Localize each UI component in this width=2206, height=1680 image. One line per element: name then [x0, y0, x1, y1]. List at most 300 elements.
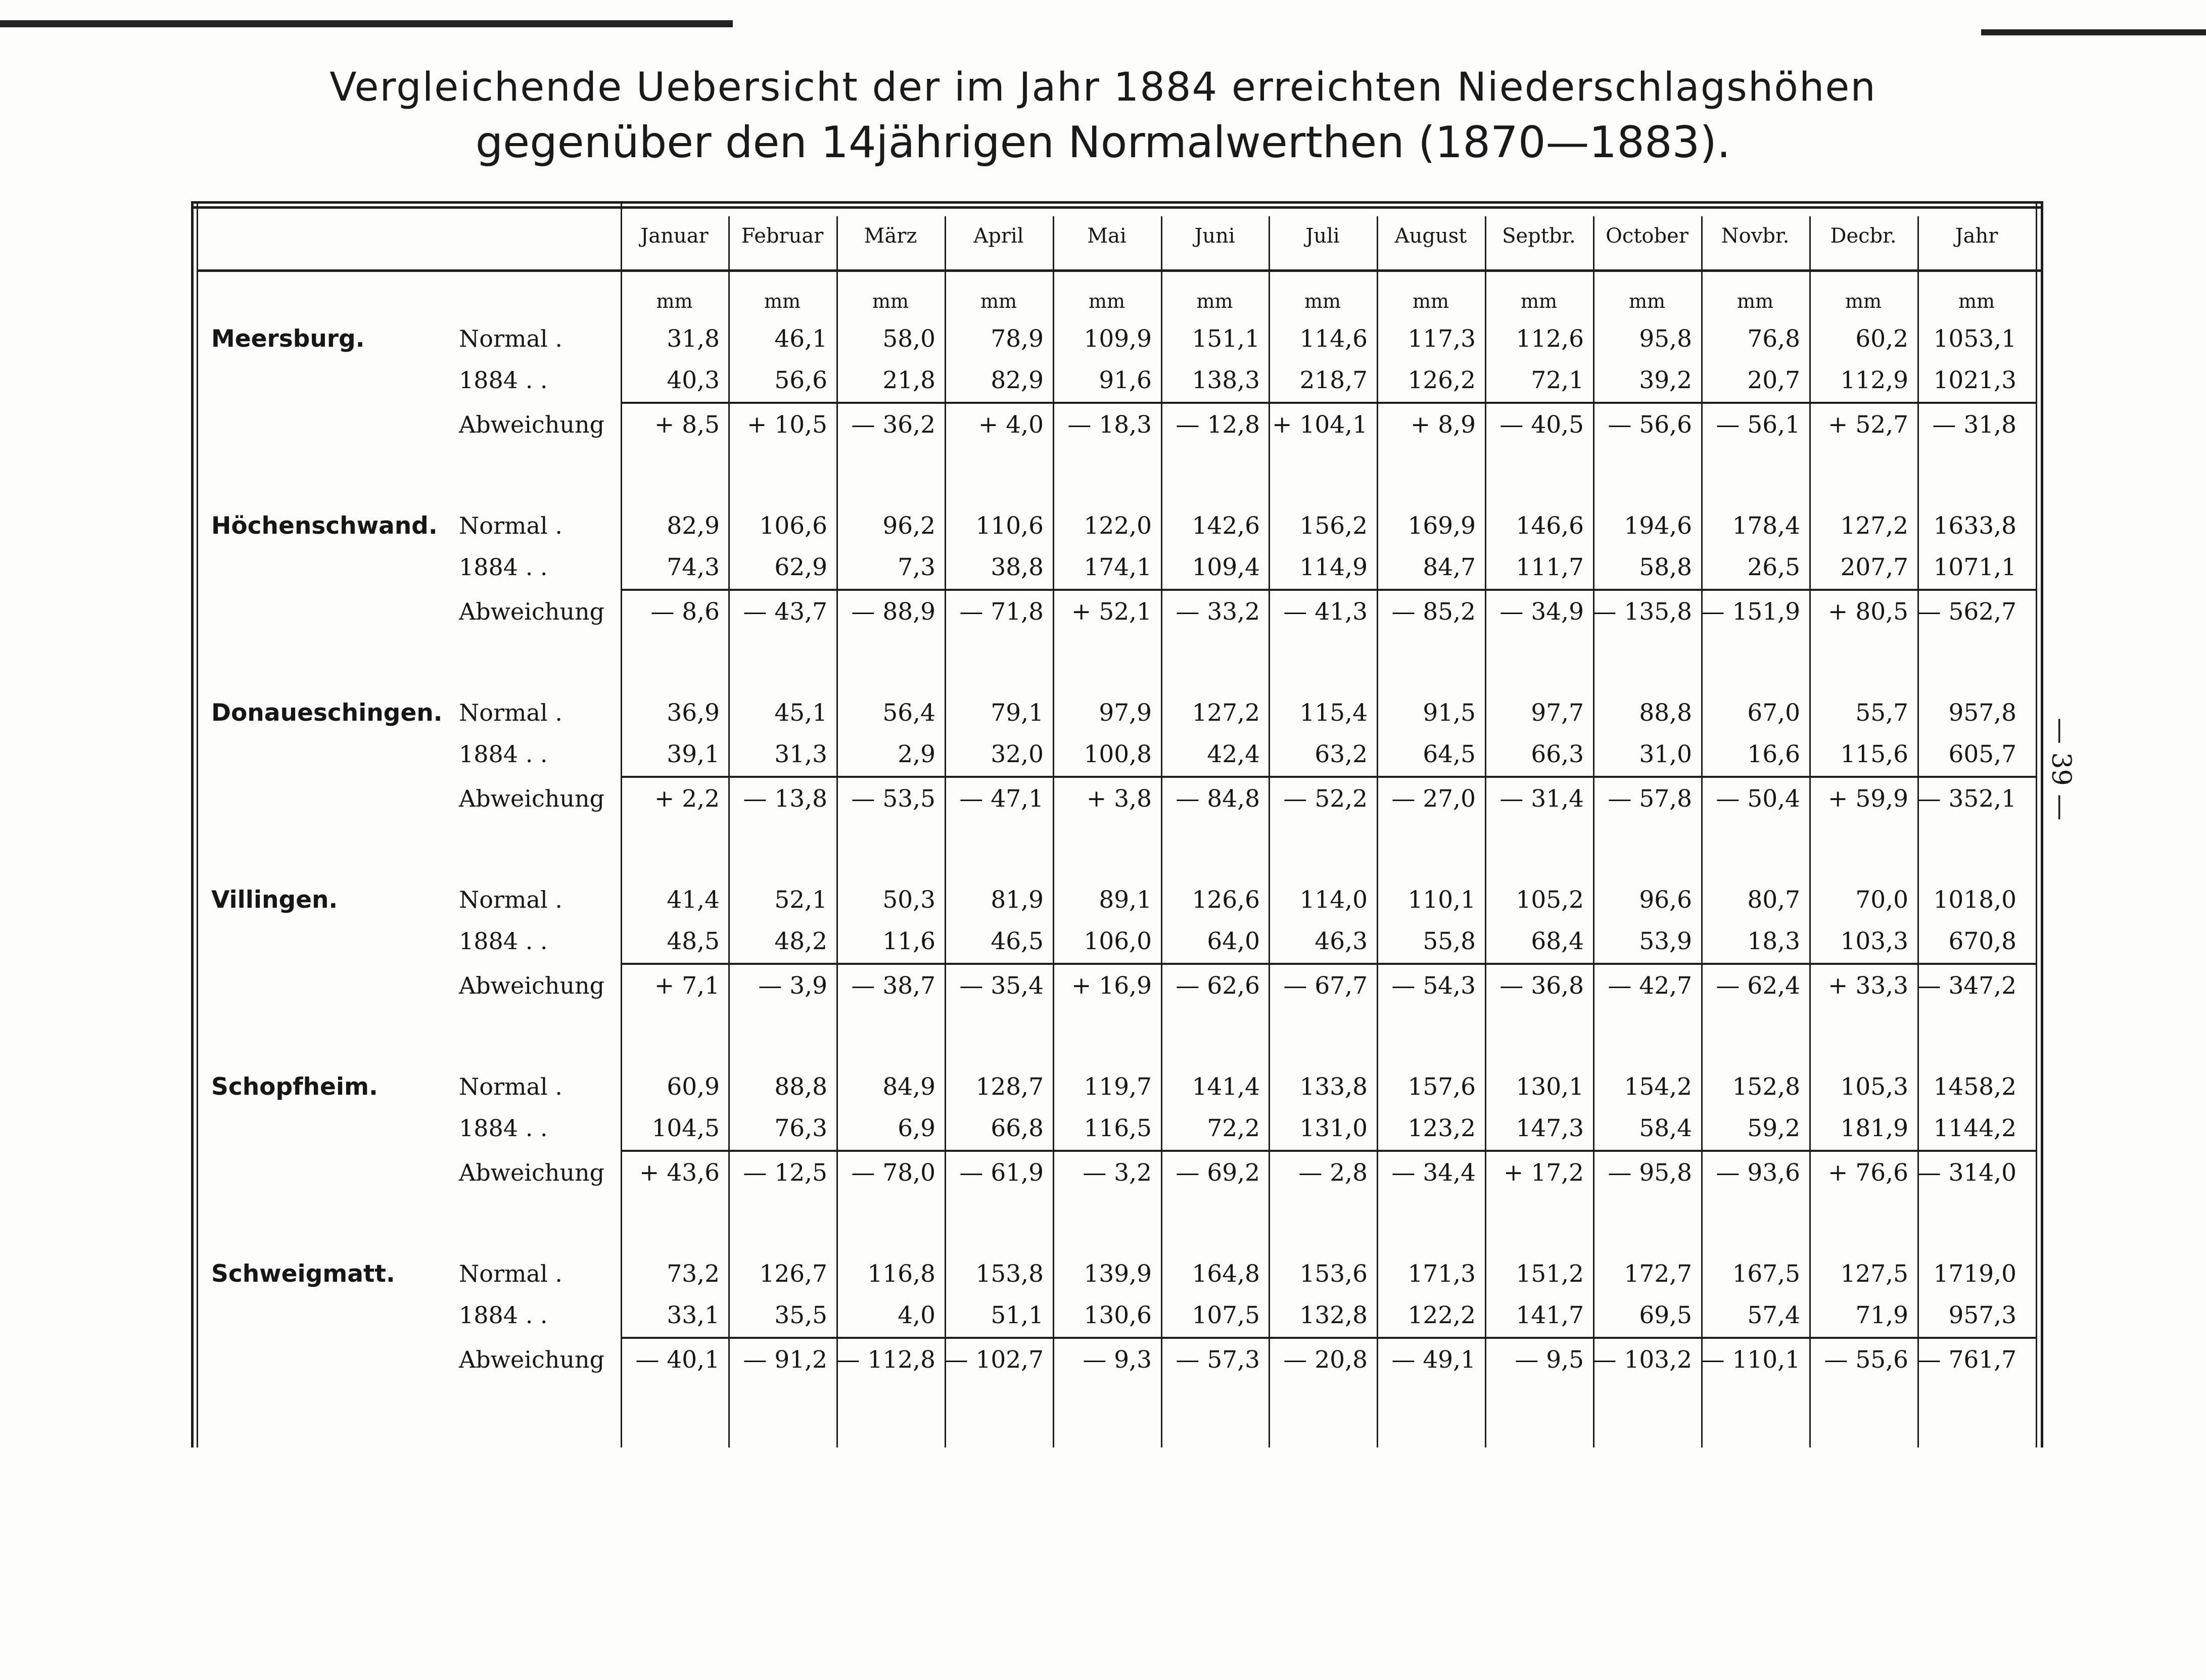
cell-normal: 1458,2 [1933, 1073, 2016, 1101]
cell-year: 58,8 [1639, 553, 1692, 581]
cell-year: 51,1 [991, 1301, 1044, 1329]
cell-normal: 114,0 [1299, 886, 1368, 914]
cell-deviation: — 13,8 [743, 785, 827, 813]
unit-label: mm [1736, 290, 1774, 312]
cell-year: 35,5 [774, 1301, 827, 1329]
column-header: Decbr. [1830, 224, 1897, 248]
cell-deviation: — 352,1 [1917, 785, 2016, 813]
cell-year: 40,3 [667, 366, 720, 394]
table-rule [191, 206, 2042, 209]
cell-deviation: + 76,6 [1828, 1159, 1908, 1187]
cell-normal: 141,4 [1192, 1073, 1260, 1101]
cell-year: 1144,2 [1933, 1114, 2016, 1142]
table-column-rule [197, 201, 198, 1448]
cell-normal: 194,6 [1624, 512, 1692, 540]
cell-normal: 81,9 [991, 886, 1044, 914]
cell-deviation: — 84,8 [1176, 785, 1260, 813]
cell-deviation: — 761,7 [1917, 1346, 2016, 1374]
cell-normal: 110,1 [1407, 886, 1476, 914]
cell-deviation: + 17,2 [1504, 1159, 1584, 1187]
cell-deviation: — 69,2 [1176, 1159, 1260, 1187]
cell-deviation: — 3,2 [1083, 1159, 1152, 1187]
cell-normal: 97,7 [1531, 699, 1584, 727]
cell-year: 31,3 [774, 740, 827, 768]
cell-year: 147,3 [1516, 1114, 1584, 1142]
cell-normal: 55,7 [1855, 699, 1908, 727]
row-label-normal: Normal . [459, 512, 562, 539]
cell-normal: 153,6 [1299, 1260, 1368, 1288]
cell-normal: 84,9 [882, 1073, 935, 1101]
cell-normal: 1719,0 [1933, 1260, 2016, 1288]
cell-deviation: + 59,9 [1828, 785, 1908, 813]
row-label-year: 1884 . . [459, 1301, 548, 1329]
cell-deviation: — 34,9 [1499, 598, 1584, 626]
cell-year: 207,7 [1840, 553, 1908, 581]
unit-label: mm [1088, 290, 1125, 312]
cell-year: 53,9 [1639, 927, 1692, 955]
cell-deviation: — 12,8 [1176, 411, 1260, 439]
cell-year: 107,5 [1192, 1301, 1260, 1329]
cell-normal: 957,8 [1948, 699, 2016, 727]
station-name: Meersburg. [211, 325, 365, 353]
row-label-deviation: Abweichung [459, 411, 605, 438]
cell-deviation: — 50,4 [1716, 785, 1800, 813]
cell-deviation: — 36,2 [851, 411, 935, 439]
unit-label: mm [764, 290, 801, 312]
cell-normal: 1053,1 [1933, 325, 2016, 353]
cell-deviation: — 85,2 [1391, 598, 1476, 626]
cell-deviation: — 91,2 [743, 1346, 827, 1374]
cell-normal: 76,8 [1747, 325, 1800, 353]
unit-label: mm [656, 290, 693, 312]
cell-normal: 36,9 [667, 699, 720, 727]
unit-label: mm [872, 290, 909, 312]
cell-year: 111,7 [1516, 553, 1584, 581]
cell-deviation: — 67,7 [1283, 972, 1368, 1000]
cell-normal: 45,1 [774, 699, 827, 727]
cell-year: 670,8 [1948, 927, 2016, 955]
cell-normal: 1018,0 [1933, 886, 2016, 914]
cell-deviation: — 57,8 [1608, 785, 1692, 813]
row-label-year: 1884 . . [459, 366, 548, 394]
cell-normal: 82,9 [667, 512, 720, 540]
cell-year: 132,8 [1299, 1301, 1368, 1329]
cell-year: 82,9 [991, 366, 1044, 394]
cell-deviation: — 9,5 [1515, 1346, 1584, 1374]
table-rule [197, 269, 2042, 272]
cell-normal: 106,6 [759, 512, 827, 540]
cell-normal: 46,1 [774, 325, 827, 353]
cell-deviation: — 110,1 [1701, 1346, 1800, 1374]
cell-year: 32,0 [991, 740, 1044, 768]
cell-normal: 41,4 [667, 886, 720, 914]
cell-normal: 127,2 [1840, 512, 1908, 540]
cell-normal: 126,6 [1192, 886, 1260, 914]
cell-deviation: + 16,9 [1071, 972, 1152, 1000]
cell-year: 115,6 [1840, 740, 1908, 768]
cell-normal: 88,8 [774, 1073, 827, 1101]
column-header: Septbr. [1502, 224, 1576, 248]
row-label-normal: Normal . [459, 886, 562, 913]
sum-rule [621, 402, 2036, 404]
column-header: Jahr [1955, 224, 1998, 248]
cell-normal: 109,9 [1084, 325, 1152, 353]
cell-normal: 133,8 [1299, 1073, 1368, 1101]
cell-year: 31,0 [1639, 740, 1692, 768]
station-name: Donaueschingen. [211, 699, 443, 727]
station-name: Villingen. [211, 886, 338, 914]
row-label-deviation: Abweichung [459, 598, 605, 625]
cell-deviation: + 4,0 [978, 411, 1044, 439]
cell-year: 64,5 [1423, 740, 1476, 768]
cell-deviation: + 8,5 [654, 411, 720, 439]
cell-year: 55,8 [1423, 927, 1476, 955]
cell-year: 181,9 [1840, 1114, 1908, 1142]
cell-year: 1071,1 [1933, 553, 2016, 581]
cell-normal: 31,8 [667, 325, 720, 353]
cell-normal: 128,7 [975, 1073, 1044, 1101]
cell-deviation: — 49,1 [1391, 1346, 1476, 1374]
cell-normal: 50,3 [882, 886, 935, 914]
cell-deviation: — 56,6 [1608, 411, 1692, 439]
cell-year: 46,3 [1315, 927, 1368, 955]
cell-normal: 105,2 [1516, 886, 1584, 914]
cell-normal: 89,1 [1099, 886, 1152, 914]
cell-normal: 115,4 [1299, 699, 1368, 727]
cell-year: 33,1 [667, 1301, 720, 1329]
cell-normal: 88,8 [1639, 699, 1692, 727]
cell-year: 116,5 [1084, 1114, 1152, 1142]
cell-deviation: — 88,9 [851, 598, 935, 626]
cell-normal: 156,2 [1299, 512, 1368, 540]
cell-normal: 152,8 [1732, 1073, 1800, 1101]
cell-deviation: + 7,1 [654, 972, 720, 1000]
cell-deviation: — 78,0 [851, 1159, 935, 1187]
row-label-year: 1884 . . [459, 1114, 548, 1142]
row-label-normal: Normal . [459, 325, 562, 352]
cell-normal: 117,3 [1407, 325, 1476, 353]
cell-year: 16,6 [1747, 740, 1800, 768]
title-line-1: Vergleichende Uebersicht der im Jahr 1884 erreichten Niederschlagshöhen [330, 65, 1876, 110]
cell-year: 57,4 [1747, 1301, 1800, 1329]
cell-deviation: — 151,9 [1701, 598, 1800, 626]
column-header: April [973, 224, 1024, 248]
precipitation-table [191, 201, 2042, 1448]
cell-deviation: — 12,5 [743, 1159, 827, 1187]
column-header: Juni [1194, 224, 1235, 248]
cell-deviation: — 57,3 [1176, 1346, 1260, 1374]
station-name: Schopfheim. [211, 1073, 378, 1101]
cell-deviation: — 53,5 [851, 785, 935, 813]
unit-label: mm [1628, 290, 1666, 312]
column-header: Januar [640, 224, 709, 248]
cell-deviation: — 112,8 [836, 1346, 935, 1374]
cell-year: 66,3 [1531, 740, 1584, 768]
cell-year: 21,8 [882, 366, 935, 394]
cell-year: 39,1 [667, 740, 720, 768]
cell-normal: 1633,8 [1933, 512, 2016, 540]
scan-edge-right [1981, 29, 2206, 35]
cell-year: 26,5 [1747, 553, 1800, 581]
cell-normal: 112,6 [1516, 325, 1584, 353]
cell-year: 72,1 [1531, 366, 1584, 394]
cell-year: 63,2 [1315, 740, 1368, 768]
column-header: Novbr. [1721, 224, 1790, 248]
cell-deviation: — 314,0 [1917, 1159, 2016, 1187]
unit-label: mm [1845, 290, 1882, 312]
row-label-deviation: Abweichung [459, 785, 605, 812]
cell-deviation: — 31,4 [1499, 785, 1584, 813]
cell-normal: 151,2 [1516, 1260, 1584, 1288]
cell-year: 1021,3 [1933, 366, 2016, 394]
cell-normal: 116,8 [867, 1260, 935, 1288]
cell-year: 109,4 [1192, 553, 1260, 581]
cell-year: 104,5 [651, 1114, 720, 1142]
unit-label: mm [1196, 290, 1233, 312]
cell-deviation: — 102,7 [944, 1346, 1044, 1374]
cell-year: 957,3 [1948, 1301, 2016, 1329]
cell-year: 18,3 [1747, 927, 1800, 955]
cell-deviation: — 95,8 [1608, 1159, 1692, 1187]
unit-label: mm [1520, 290, 1558, 312]
cell-year: 69,5 [1639, 1301, 1692, 1329]
cell-deviation: — 61,9 [959, 1159, 1044, 1187]
title-line-2: gegenüber den 14jährigen Normalwerthen (1870—1883). [475, 117, 1731, 168]
cell-normal: 56,4 [882, 699, 935, 727]
cell-normal: 153,8 [975, 1260, 1044, 1288]
cell-deviation: — 33,2 [1176, 598, 1260, 626]
cell-deviation: — 347,2 [1917, 972, 2016, 1000]
cell-year: 112,9 [1840, 366, 1908, 394]
cell-deviation: + 52,1 [1071, 598, 1152, 626]
cell-year: 66,8 [991, 1114, 1044, 1142]
unit-label: mm [1958, 290, 1995, 312]
cell-deviation: — 3,9 [758, 972, 827, 1000]
cell-year: 72,2 [1207, 1114, 1260, 1142]
row-label-normal: Normal . [459, 699, 562, 726]
cell-year: 138,3 [1192, 366, 1260, 394]
cell-normal: 96,6 [1639, 886, 1692, 914]
cell-deviation: — 62,6 [1176, 972, 1260, 1000]
cell-deviation: + 8,9 [1410, 411, 1476, 439]
cell-normal: 126,7 [759, 1260, 827, 1288]
cell-year: 126,2 [1407, 366, 1476, 394]
cell-year: 123,2 [1407, 1114, 1476, 1142]
cell-deviation: + 52,7 [1828, 411, 1908, 439]
cell-year: 38,8 [991, 553, 1044, 581]
cell-year: 131,0 [1299, 1114, 1368, 1142]
cell-year: 76,3 [774, 1114, 827, 1142]
cell-year: 114,9 [1299, 553, 1368, 581]
table-column-rule [2041, 201, 2043, 1448]
cell-normal: 97,9 [1099, 699, 1152, 727]
column-header: Mai [1087, 224, 1127, 248]
cell-deviation: — 41,3 [1283, 598, 1368, 626]
cell-normal: 105,3 [1840, 1073, 1908, 1101]
cell-normal: 95,8 [1639, 325, 1692, 353]
cell-deviation: — 38,7 [851, 972, 935, 1000]
cell-year: 2,9 [898, 740, 935, 768]
cell-year: 74,3 [667, 553, 720, 581]
cell-deviation: + 43,6 [639, 1159, 720, 1187]
sum-rule [621, 776, 2036, 778]
cell-normal: 78,9 [991, 325, 1044, 353]
cell-year: 91,6 [1099, 366, 1152, 394]
cell-deviation: — 35,4 [959, 972, 1044, 1000]
cell-deviation: — 103,2 [1592, 1346, 1692, 1374]
cell-deviation: — 40,5 [1499, 411, 1584, 439]
cell-deviation: — 27,0 [1391, 785, 1476, 813]
cell-deviation: — 42,7 [1608, 972, 1692, 1000]
column-header: August [1394, 224, 1467, 248]
sum-rule [621, 1150, 2036, 1152]
cell-year: 130,6 [1084, 1301, 1152, 1329]
sum-rule [621, 963, 2036, 965]
cell-normal: 146,6 [1516, 512, 1584, 540]
cell-normal: 60,9 [667, 1073, 720, 1101]
cell-deviation: — 36,8 [1499, 972, 1584, 1000]
cell-deviation: — 2,8 [1298, 1159, 1368, 1187]
cell-year: 58,4 [1639, 1114, 1692, 1142]
cell-year: 39,2 [1639, 366, 1692, 394]
cell-year: 122,2 [1407, 1301, 1476, 1329]
table-rule [191, 201, 2042, 204]
unit-label: mm [1304, 290, 1341, 312]
cell-deviation: — 9,3 [1083, 1346, 1152, 1374]
cell-normal: 139,9 [1084, 1260, 1152, 1288]
cell-year: 64,0 [1207, 927, 1260, 955]
cell-deviation: — 18,3 [1067, 411, 1152, 439]
cell-normal: 70,0 [1855, 886, 1908, 914]
cell-normal: 79,1 [991, 699, 1044, 727]
cell-year: 7,3 [898, 553, 935, 581]
cell-normal: 119,7 [1084, 1073, 1152, 1101]
unit-label: mm [980, 290, 1017, 312]
cell-year: 59,2 [1747, 1114, 1800, 1142]
table-column-rule [191, 201, 194, 1448]
column-header: März [864, 224, 917, 248]
cell-deviation: + 3,8 [1086, 785, 1152, 813]
sum-rule [621, 589, 2036, 591]
cell-year: 106,0 [1084, 927, 1152, 955]
cell-year: 84,7 [1423, 553, 1476, 581]
cell-year: 103,3 [1840, 927, 1908, 955]
cell-deviation: — 62,4 [1716, 972, 1800, 1000]
row-label-year: 1884 . . [459, 927, 548, 955]
cell-year: 20,7 [1747, 366, 1800, 394]
cell-deviation: + 2,2 [654, 785, 720, 813]
cell-normal: 110,6 [975, 512, 1044, 540]
cell-normal: 80,7 [1747, 886, 1800, 914]
row-label-deviation: Abweichung [459, 1159, 605, 1186]
cell-normal: 172,7 [1624, 1260, 1692, 1288]
cell-year: 48,5 [667, 927, 720, 955]
cell-deviation: + 10,5 [747, 411, 827, 439]
column-header: Februar [741, 224, 824, 248]
cell-normal: 178,4 [1732, 512, 1800, 540]
cell-normal: 96,2 [882, 512, 935, 540]
table-column-rule [2036, 201, 2037, 1448]
row-label-deviation: Abweichung [459, 1346, 605, 1373]
cell-year: 42,4 [1207, 740, 1260, 768]
cell-normal: 122,0 [1084, 512, 1152, 540]
cell-year: 46,5 [991, 927, 1044, 955]
cell-deviation: — 40,1 [635, 1346, 720, 1374]
cell-year: 6,9 [898, 1114, 935, 1142]
cell-year: 68,4 [1531, 927, 1584, 955]
row-label-normal: Normal . [459, 1260, 562, 1287]
row-label-year: 1884 . . [459, 553, 548, 581]
cell-normal: 167,5 [1732, 1260, 1800, 1288]
cell-normal: 73,2 [667, 1260, 720, 1288]
cell-normal: 157,6 [1407, 1073, 1476, 1101]
cell-deviation: — 52,2 [1283, 785, 1368, 813]
sum-rule [621, 1337, 2036, 1339]
cell-normal: 151,1 [1192, 325, 1260, 353]
cell-normal: 91,5 [1423, 699, 1476, 727]
cell-normal: 127,5 [1840, 1260, 1908, 1288]
cell-deviation: — 47,1 [959, 785, 1044, 813]
cell-deviation: + 104,1 [1272, 411, 1368, 439]
cell-deviation: — 8,6 [650, 598, 720, 626]
cell-normal: 52,1 [774, 886, 827, 914]
cell-year: 605,7 [1948, 740, 2016, 768]
cell-normal: 130,1 [1516, 1073, 1584, 1101]
station-name: Schweigmatt. [211, 1260, 395, 1288]
cell-deviation: — 135,8 [1592, 598, 1692, 626]
cell-year: 174,1 [1084, 553, 1152, 581]
cell-deviation: — 56,1 [1716, 411, 1800, 439]
cell-deviation: + 80,5 [1828, 598, 1908, 626]
cell-year: 62,9 [774, 553, 827, 581]
row-label-deviation: Abweichung [459, 972, 605, 999]
row-label-year: 1884 . . [459, 740, 548, 768]
station-name: Höchenschwand. [211, 512, 438, 540]
cell-deviation: — 20,8 [1283, 1346, 1368, 1374]
cell-deviation: — 54,3 [1391, 972, 1476, 1000]
cell-deviation: — 43,7 [743, 598, 827, 626]
cell-deviation: + 33,3 [1828, 972, 1908, 1000]
cell-year: 100,8 [1084, 740, 1152, 768]
cell-normal: 60,2 [1855, 325, 1908, 353]
cell-deviation: — 34,4 [1391, 1159, 1476, 1187]
cell-normal: 164,8 [1192, 1260, 1260, 1288]
cell-year: 4,0 [898, 1301, 935, 1329]
cell-normal: 58,0 [882, 325, 935, 353]
column-header: October [1606, 224, 1688, 248]
cell-normal: 142,6 [1192, 512, 1260, 540]
cell-year: 141,7 [1516, 1301, 1584, 1329]
cell-normal: 127,2 [1192, 699, 1260, 727]
cell-year: 71,9 [1855, 1301, 1908, 1329]
scan-edge-left [0, 20, 733, 27]
cell-deviation: — 55,6 [1824, 1346, 1908, 1374]
page-number: — 39 — [2046, 718, 2076, 821]
cell-normal: 171,3 [1407, 1260, 1476, 1288]
cell-deviation: — 71,8 [959, 598, 1044, 626]
cell-deviation: — 562,7 [1917, 598, 2016, 626]
cell-year: 56,6 [774, 366, 827, 394]
cell-normal: 114,6 [1299, 325, 1368, 353]
cell-normal: 169,9 [1407, 512, 1476, 540]
column-header: Juli [1305, 224, 1340, 248]
cell-deviation: — 31,8 [1932, 411, 2016, 439]
unit-label: mm [1412, 290, 1449, 312]
cell-year: 48,2 [774, 927, 827, 955]
cell-year: 218,7 [1299, 366, 1368, 394]
cell-deviation: — 93,6 [1716, 1159, 1800, 1187]
row-label-normal: Normal . [459, 1073, 562, 1100]
